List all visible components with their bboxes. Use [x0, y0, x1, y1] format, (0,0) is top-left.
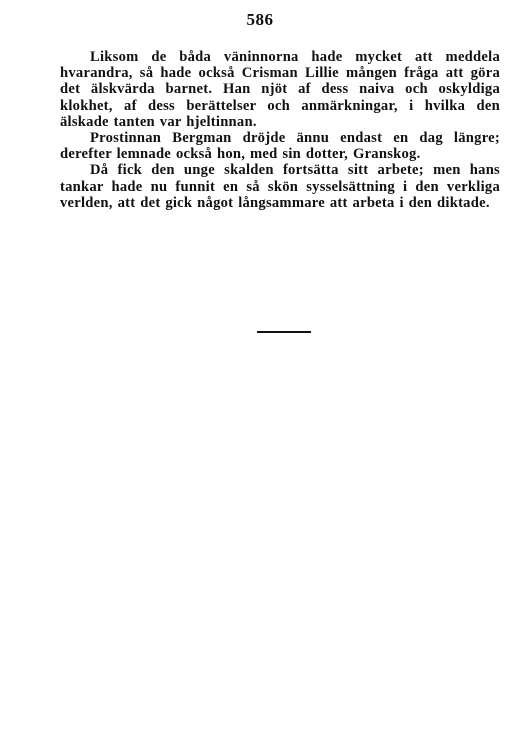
paragraph-1: Liksom de båda väninnorna hade mycket att meddela hvarandra, så hade också Crisman Lillie mången fråga att göra det älskvärda barnet. Han njöt af dess naiva och oskyldiga klokhet, af dess berättelser och anmärkningar, i hvilka den älskade tanten var hjeltinnan.	[60, 49, 500, 130]
paragraph-2: Prostinnan Bergman dröjde ännu endast en dag längre; derefter lemnade också hon, med sin dotter, Granskog.	[60, 130, 500, 163]
section-end-rule	[257, 331, 311, 333]
paragraph-3: Då fick den unge skalden fortsätta sitt arbete; men hans tankar hade nu funnit en så skön sysselsättning i den verkliga verlden, att det gick något långsammare att arbeta i den diktade.	[60, 162, 500, 211]
page-number: 586	[246, 10, 274, 29]
body-text	[60, 49, 500, 211]
